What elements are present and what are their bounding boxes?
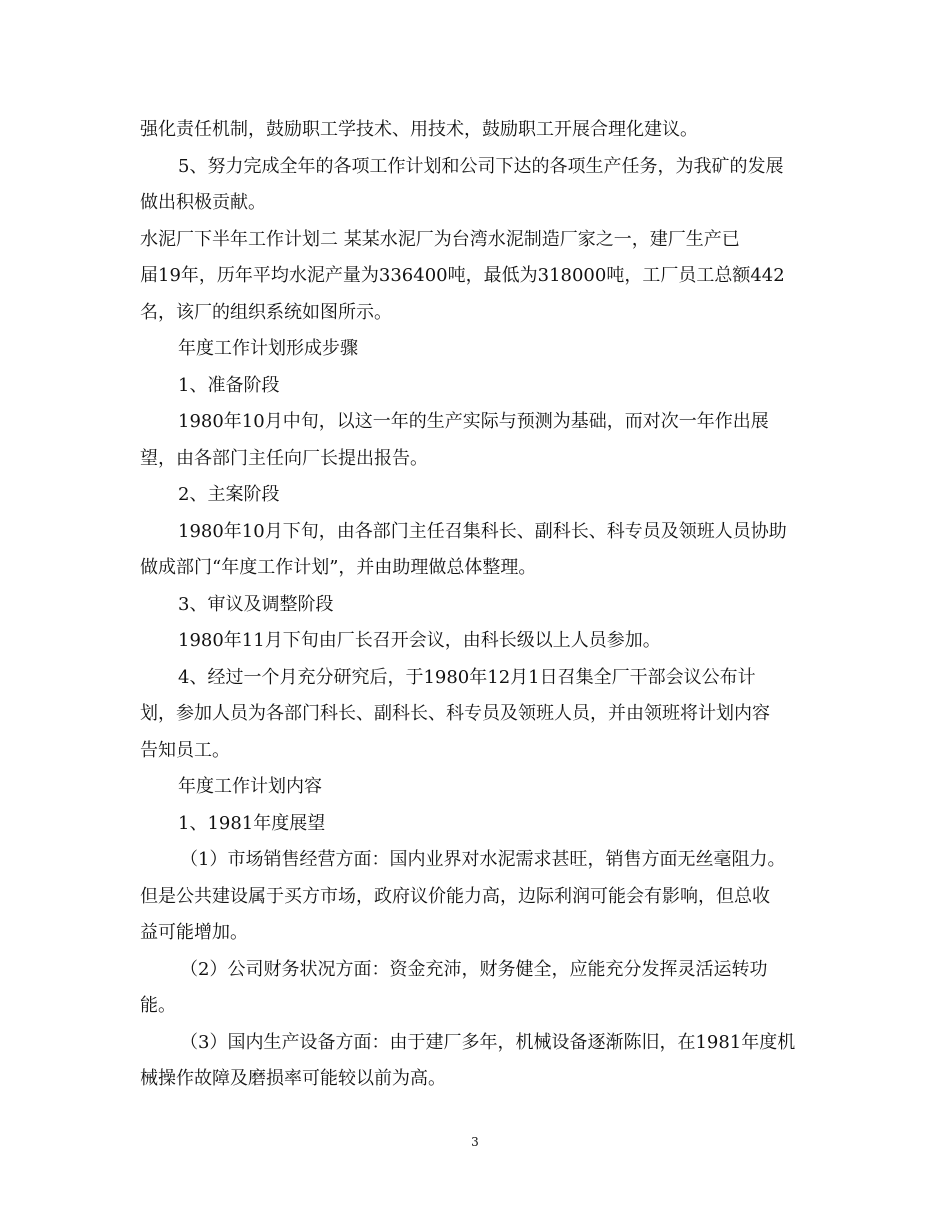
section-heading: 1、1981年度展望	[178, 813, 326, 834]
text-line: 1980年10月下旬，由各部门主任召集科长、副科长、科专员及领班人员协助	[178, 521, 787, 542]
text-line: （1）市场销售经营方面：国内业界对水泥需求甚旺，销售方面无丝毫阻力。	[180, 849, 786, 870]
text-line: 4、经过一个月充分研究后，于1980年12月1日召集全厂干部会议公布计	[178, 667, 756, 688]
section-heading: 年度工作计划内容	[178, 776, 322, 797]
text-line: 5、努力完成全年的各项工作计划和公司下达的各项生产任务，为我矿的发展	[178, 156, 784, 177]
section-heading: 3、审议及调整阶段	[178, 594, 334, 615]
text-line: 望，由各部门主任向厂长提出报告。	[140, 448, 428, 469]
text-line: 强化责任机制，鼓励职工学技术、用技术，鼓励职工开展合理化建议。	[140, 119, 698, 140]
text-line: 1980年10月中旬，以这一年的生产实际与预测为基础，而对次一年作出展	[178, 411, 769, 432]
section-heading: 2、主案阶段	[178, 484, 280, 505]
text-line: （2）公司财务状况方面：资金充沛，财务健全，应能充分发挥灵活运转功	[180, 959, 768, 980]
text-line: 能。	[140, 995, 176, 1016]
text-line: （3）国内生产设备方面：由于建厂多年，机械设备逐渐陈旧，在1981年度机	[180, 1032, 796, 1053]
text-line: 1980年11月下旬由厂长召开会议，由科长级以上人员参加。	[178, 630, 661, 651]
text-line: 做成部门“年度工作计划”，并由助理做总体整理。	[140, 557, 537, 578]
section-heading: 年度工作计划形成步骤	[178, 338, 358, 359]
text-line: 但是公共建设属于买方市场，政府议价能力高，边际利润可能会有影响，但总收	[140, 886, 770, 907]
text-line: 做出积极贡献。	[140, 192, 266, 213]
section-heading: 1、准备阶段	[178, 375, 280, 396]
text-line: 届19年，历年平均水泥产量为336400吨，最低为318000吨，工厂员工总额442	[140, 265, 785, 286]
text-line: 名，该厂的组织系统如图所示。	[140, 302, 392, 323]
text-line: 益可能增加。	[140, 922, 248, 943]
text-line: 告知员工。	[140, 740, 230, 761]
text-line: 械操作故障及磨损率可能较以前为高。	[140, 1068, 446, 1089]
text-line: 水泥厂下半年工作计划二 某某水泥厂为台湾水泥制造厂家之一，建厂生产已	[140, 229, 740, 250]
text-line: 划，参加人员为各部门科长、副科长、科专员及领班人员，并由领班将计划内容	[140, 703, 770, 724]
page-number: 3	[471, 1135, 479, 1149]
